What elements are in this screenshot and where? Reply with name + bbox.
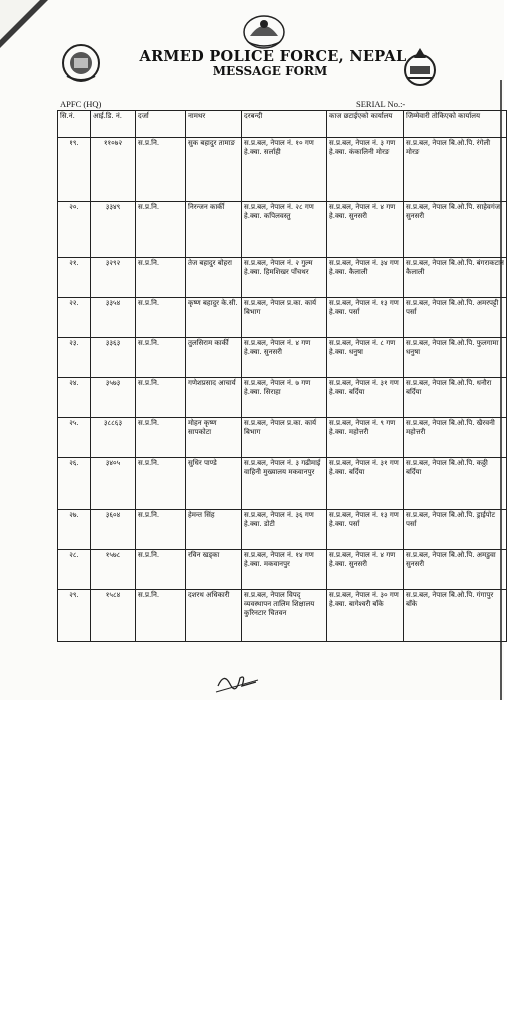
table-row [58,458,507,510]
cell-deputed: स.प्र.बल, नेपाल नं. ३१ गण हे.क्वा. बर्दिया [327,378,404,418]
transfer-table [57,110,507,642]
cell-rank: स.प्र.नि. [136,590,186,642]
table-row [58,202,507,258]
table-row [58,138,507,202]
cell-deputed: स.प्र.बल, नेपाल नं. १३ गण हे.क्वा. पर्सा [327,298,404,338]
col-header-post: दरबन्दी [242,111,327,138]
cell-post: स.प्र.बल, नेपाल विपद् व्यवस्थापन तालिम शिक्षालय कुरिनटार चितवन [242,590,327,642]
cell-id: ३८८६३ [91,418,136,458]
table-row [58,258,507,298]
cell-deputed: स.प्र.बल, नेपाल नं. ३१ गण हे.क्वा. बर्दिया [327,458,404,510]
signature-icon [212,666,262,696]
cell-name: सुधिर पाण्डे [186,458,242,510]
cell-id: ३२९२ [91,258,136,298]
cell-sn: २६. [58,458,91,510]
cell-sn: २९. [58,590,91,642]
col-header-rank: दर्जा [136,111,186,138]
cell-id: १५८४ [91,590,136,642]
document-title: ARMED POLICE FORCE, NEPAL [139,48,407,65]
cell-rank: स.प्र.नि. [136,138,186,202]
cell-name: दशरथ अधिकारी [186,590,242,642]
nepal-emblem-top-icon [240,10,288,50]
cell-rank: स.प्र.नि. [136,298,186,338]
serial-label: SERIAL No.:- [356,99,406,109]
cell-assigned: स.प्र.बल, नेपाल बि.ओ.पि. बंगराकटान कैलाली [404,258,507,298]
cell-id: १५७८ [91,550,136,590]
col-header-name: नामथर [186,111,242,138]
cell-assigned: स.प्र.बल, नेपाल बि.ओ.पि. रंगेली मोरङ [404,138,507,202]
cell-post: स.प्र.बल, नेपाल नं. ४ गण हे.क्वा. सुनसरी [242,338,327,378]
table-row [58,298,507,338]
cell-name: सुक बहादुर तामाङ [186,138,242,202]
cell-assigned: स.प्र.बल, नेपाल बि.ओ.पि. अमडुवा सुनसरी [404,550,507,590]
cell-post: स.प्र.बल, नेपाल नं. ७ गण हे.क्वा. सिराहा [242,378,327,418]
cell-post: स.प्र.बल, नेपाल नं. १० गण हे.क्वा. सर्लाही [242,138,327,202]
cell-sn: २२. [58,298,91,338]
cell-rank: स.प्र.नि. [136,550,186,590]
table-row [58,418,507,458]
col-header-assigned: जिम्मेवारी तोकिएको कार्यालय [404,111,507,138]
cell-assigned: स.प्र.बल, नेपाल बि.ओ.पि. ड्राईपोट पर्सा [404,510,507,550]
cell-id: ३३६३ [91,338,136,378]
page-corner-fold-inner [0,0,40,40]
cell-sn: २३. [58,338,91,378]
cell-sn: २०. [58,202,91,258]
cell-deputed: स.प्र.बल, नेपाल नं. ८ गण हे.क्वा. धनुषा [327,338,404,378]
table-row [58,378,507,418]
cell-post: स.प्र.बल, नेपाल प्र.का. कार्य बिभाग [242,418,327,458]
table-row [58,550,507,590]
col-header-deputed: काज छटाईएको कार्यालय [327,111,404,138]
cell-sn: २८. [58,550,91,590]
cell-name: कृष्ण बहादुर के.सी. [186,298,242,338]
cell-name: तुलसिराम कार्की [186,338,242,378]
cell-post: स.प्र.बल, नेपाल नं. १४ गण हे.क्वा. मकवानपुर [242,550,327,590]
cell-assigned: स.प्र.बल, नेपाल बि.ओ.पि. फुलगामा धनुषा [404,338,507,378]
cell-id: ३३५४ [91,298,136,338]
cell-assigned: स.प्र.बल, नेपाल बि.ओ.पि. धनौरा बर्दिया [404,378,507,418]
cell-id: ३३४९ [91,202,136,258]
cell-sn: २४. [58,378,91,418]
col-header-sn: सि.नं. [58,111,91,138]
cell-rank: स.प्र.नि. [136,378,186,418]
cell-name: मोहन कृष्ण सापकोटा [186,418,242,458]
cell-deputed: स.प्र.बल, नेपाल नं. ९ गण हे.क्वा. महोत्तरी [327,418,404,458]
cell-sn: १९. [58,138,91,202]
cell-assigned: स.प्र.बल, नेपाल बि.ओ.पि. अमरपट्टी पर्सा [404,298,507,338]
office-label: APFC (HQ) [60,99,102,109]
cell-rank: स.प्र.नि. [136,258,186,298]
table-row [58,338,507,378]
cell-name: तेज बहादुर बोहरा [186,258,242,298]
cell-sn: २१. [58,258,91,298]
cell-id: ३४०५ [91,458,136,510]
cell-name: निरन्जन कार्की [186,202,242,258]
cell-deputed: स.प्र.बल, नेपाल नं. १३ गण हे.क्वा. पर्सा [327,510,404,550]
cell-deputed: स.प्र.बल, नेपाल नं. ४ गण हे.क्वा. सुनसरी [327,202,404,258]
cell-rank: स.प्र.नि. [136,458,186,510]
cell-deputed: स.प्र.बल, नेपाल नं. ३४ गण हे.क्वा. कैलाली [327,258,404,298]
cell-id: ३५७३ [91,378,136,418]
cell-name: रविन खड्का [186,550,242,590]
cell-sn: २७. [58,510,91,550]
cell-assigned: स.प्र.बल, नेपाल बि.ओ.पि. खैरवनी महोत्तरी [404,418,507,458]
cell-name: गणेशप्रसाद आचार्य [186,378,242,418]
cell-deputed: स.प्र.बल, नेपाल नं. ३० गण हे.क्वा. बागेश्वरी बाँके [327,590,404,642]
apf-emblem-left-icon [60,42,102,84]
cell-rank: स.प्र.नि. [136,418,186,458]
cell-assigned: स.प्र.बल, नेपाल बि.ओ.पि. कठ्ठी बर्दिया [404,458,507,510]
cell-post: स.प्र.बल, नेपाल नं. ३६ गण हे.क्वा. डोटी [242,510,327,550]
cell-rank: स.प्र.नि. [136,202,186,258]
cell-sn: २५. [58,418,91,458]
cell-deputed: स.प्र.बल, नेपाल नं. ३ गण हे.क्वा. कंकालिनी मोरङ [327,138,404,202]
cell-id: ३६०४ [91,510,136,550]
table-row [58,590,507,642]
cell-post: स.प्र.बल, नेपाल नं. ३ गढीमाई वाहिनी मुख्यालय मकवानपुर [242,458,327,510]
cell-deputed: स.प्र.बल, नेपाल नं. ४ गण हे.क्वा. सुनसरी [327,550,404,590]
col-header-id: आई.डि. नं. [91,111,136,138]
cell-post: स.प्र.बल, नेपाल नं. २८ गण हे.क्वा. कपिलवस्तु [242,202,327,258]
cell-name: हेमन्त सिंह [186,510,242,550]
cell-post: स.प्र.बल, नेपाल प्र.का. कार्य बिभाग [242,298,327,338]
table-header-row [58,111,507,138]
cell-id: ११०७२ [91,138,136,202]
cell-rank: स.प्र.नि. [136,338,186,378]
document-subtitle: MESSAGE FORM [212,64,328,78]
cell-post: स.प्र.बल, नेपाल नं. २ गुल्म हे.क्वा. हिमशिखर पाँचथर [242,258,327,298]
cell-assigned: स.प्र.बल, नेपाल बि.ओ.पि. साहेवगंज सुनसरी [404,202,507,258]
table-row [58,510,507,550]
cell-assigned: स.प्र.बल, नेपाल बि.ओ.पि. गंगापुर बाँके [404,590,507,642]
cell-rank: स.प्र.नि. [136,510,186,550]
